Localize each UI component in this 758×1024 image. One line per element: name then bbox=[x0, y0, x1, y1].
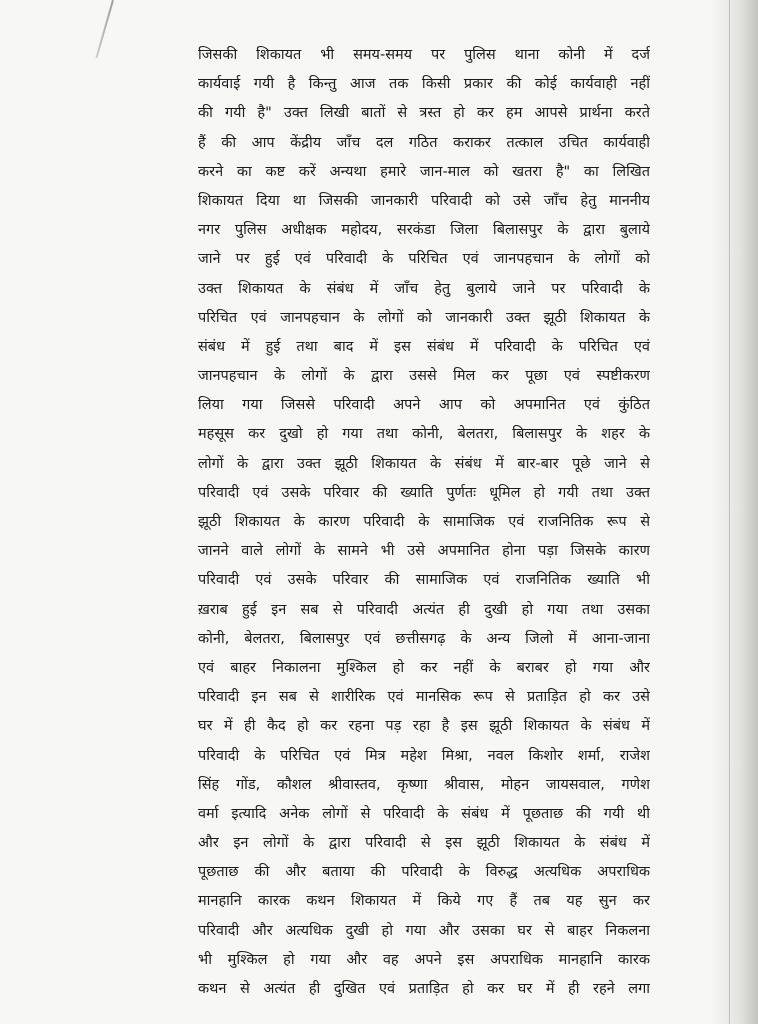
text-line: परिवादी इन सब से शारीरिक एवं मानसिक रूप से प्रताड़ित हो कर उसे bbox=[198, 689, 650, 706]
document-body bbox=[198, 41, 650, 1004]
text-line: शिकायत दिया था जिसकी जानकारी परिवादी को उसे जाँच हेतु माननीय bbox=[198, 192, 650, 209]
text-line: हैं की आप केंद्रीय जाँच दल गठित कराकर तत्काल उचित कार्यवाही bbox=[198, 134, 650, 151]
text-line: जाने पर हुई एवं परिवादी के परिचित एवं जानपहचान के लोगों को bbox=[198, 251, 650, 268]
text-line: परिवादी के परिचित एवं मित्र महेश मिश्रा, नवल किशोर शर्मा, राजेश bbox=[198, 747, 650, 764]
page-edge-shadow bbox=[710, 0, 758, 1024]
text-line: पूछताछ की और बताया की परिवादी के विरुद्ध अत्यधिक अपराधिक bbox=[198, 864, 650, 881]
page-edge-line bbox=[729, 0, 730, 1024]
text-line: कार्यवाई गयी है किन्तु आज तक किसी प्रकार की कोई कार्यवाही नहीं bbox=[198, 76, 650, 93]
text-line: घर में ही कैद हो कर रहना पड़ रहा है इस झूठी शिकायत के संबंध में bbox=[198, 718, 650, 735]
text-line: परिवादी एवं उसके परिवार की सामाजिक एवं राजनितिक ख्याति भी bbox=[198, 572, 650, 589]
text-line: ख़राब हुई इन सब से परिवादी अत्यंत ही दुखी हो गया तथा उसका bbox=[198, 601, 650, 618]
text-line: एवं बाहर निकालना मुश्किल हो कर नहीं के बराबर हो गया और bbox=[198, 659, 650, 676]
text-line: और इन लोगों के द्वारा परिवादी से इस झूठी शिकायत के संबंध में bbox=[198, 835, 650, 852]
text-line: परिचित एवं जानपहचान के लोगों को जानकारी उक्त झूठी शिकायत के bbox=[198, 309, 650, 326]
text-line: भी मुश्किल हो गया और वह अपने इस अपराधिक मानहानि कारक bbox=[198, 951, 650, 968]
text-line: महसूस कर दुखो हो गया तथा कोनी, बेलतरा, बिलासपुर के शहर के bbox=[198, 426, 650, 443]
text-line: सिंह गोंड, कौशल श्रीवास्तव, कृष्णा श्रीवास, मोहन जायसवाल, गणेश bbox=[198, 776, 650, 793]
text-line: उक्त शिकायत के संबंध में जाँच हेतु बुलाये जाने पर परिवादी के bbox=[198, 280, 650, 297]
paper-fold-mark bbox=[95, 0, 113, 58]
text-line: कथन से अत्यंत ही दुखित एवं प्रताड़ित हो कर घर में ही रहने लगा bbox=[198, 981, 650, 997]
text-line: परिवादी एवं उसके परिवार की ख्याति पुर्णतः धूमिल हो गयी तथा उक्त bbox=[198, 484, 650, 501]
text-line: मानहानि कारक कथन शिकायत में किये गए हैं तब यह सुन कर bbox=[198, 893, 650, 910]
text-line: कोनी, बेलतरा, बिलासपुर एवं छत्तीसगढ़ के अन्य जिलो में आना-जाना bbox=[198, 630, 650, 647]
text-line: संबंध में हुई तथा बाद में इस संबंध में परिवादी के परिचित एवं bbox=[198, 338, 650, 355]
text-line: जिसकी शिकायत भी समय-समय पर पुलिस थाना कोनी में दर्ज bbox=[198, 47, 650, 63]
text-line: जानने वाले लोगों के सामने भी उसे अपमानित होना पड़ा जिसके कारण bbox=[198, 543, 650, 560]
text-line: झूठी शिकायत के कारण परिवादी के सामाजिक एवं राजनितिक रूप से bbox=[198, 514, 650, 530]
text-line: जानपहचान के लोगों के द्वारा उससे मिल कर पूछा एवं स्पष्टीकरण bbox=[198, 368, 650, 385]
text-line: वर्मा इत्यादि अनेक लोगों से परिवादी के संबंध में पूछताछ की गयी थी bbox=[198, 805, 650, 822]
text-line: लोगों के द्वारा उक्त झूठी शिकायत के संबंध में बार-बार पूछे जाने से bbox=[198, 455, 650, 472]
text-line: लिया गया जिससे परिवादी अपने आप को अपमानित एवं कुंठित bbox=[198, 397, 650, 414]
text-line: की गयी है" उक्त लिखी बातों से त्रस्त हो कर हम आपसे प्रार्थना करते bbox=[198, 105, 650, 122]
text-line: परिवादी और अत्यधिक दुखी हो गया और उसका घर से बाहर निकलना bbox=[198, 922, 650, 939]
text-line: करने का कष्ट करें अन्यथा हमारे जान-माल को खतरा है" का लिखित bbox=[198, 163, 650, 180]
text-line: नगर पुलिस अधीक्षक महोदय, सरकंडा जिला बिलासपुर के द्वारा बुलाये bbox=[198, 222, 650, 239]
